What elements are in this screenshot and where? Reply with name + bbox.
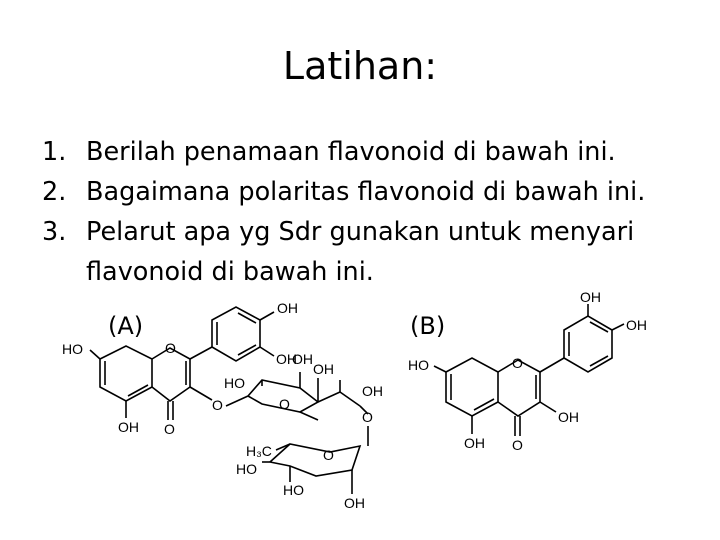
- structure-a: [90, 307, 368, 494]
- atom-label: O: [164, 421, 175, 437]
- atom-label: OH: [277, 300, 298, 316]
- atom-label: O: [212, 397, 223, 413]
- atom-label: OH: [464, 435, 485, 451]
- atom-label: O: [512, 437, 523, 453]
- structure-a-labels: [62, 300, 383, 511]
- atom-label: HO: [283, 482, 304, 498]
- atom-label: O: [165, 340, 176, 356]
- atom-label: OH: [292, 351, 313, 367]
- question-text: Pelarut apa yg Sdr gunakan untuk menyari flavonoid di bawah ini.: [86, 217, 635, 287]
- atom-label: O: [279, 396, 290, 412]
- slide-title: Latihan:: [282, 44, 438, 88]
- atom-label: O: [362, 409, 373, 425]
- question-text: Bagaimana polaritas flavonoid di bawah ini.: [86, 177, 646, 207]
- atom-label: OH: [558, 409, 579, 425]
- structure-b: [434, 304, 624, 436]
- question-number: 1.: [42, 137, 67, 167]
- question-number: 2.: [42, 177, 67, 207]
- question-text: Berilah penamaan flavonoid di bawah ini.: [86, 137, 616, 167]
- atom-label: HO: [236, 461, 257, 477]
- atom-label: OH: [313, 361, 334, 377]
- atom-label: OH: [362, 383, 383, 399]
- atom-label: HO: [224, 375, 245, 391]
- structure-label-a: (A): [108, 312, 144, 340]
- atom-label: H₃C: [246, 443, 272, 459]
- atom-label: OH: [344, 495, 365, 511]
- structure-label-b: (B): [410, 312, 446, 340]
- atom-label: O: [323, 447, 334, 463]
- atom-label: HO: [62, 341, 83, 357]
- atom-label: HO: [408, 357, 429, 373]
- atom-label: OH: [276, 351, 297, 367]
- atom-label: O: [512, 355, 523, 371]
- atom-label: OH: [118, 419, 139, 435]
- atom-label: OH: [580, 289, 601, 305]
- question-number: 3.: [42, 217, 67, 247]
- atom-label: OH: [626, 317, 647, 333]
